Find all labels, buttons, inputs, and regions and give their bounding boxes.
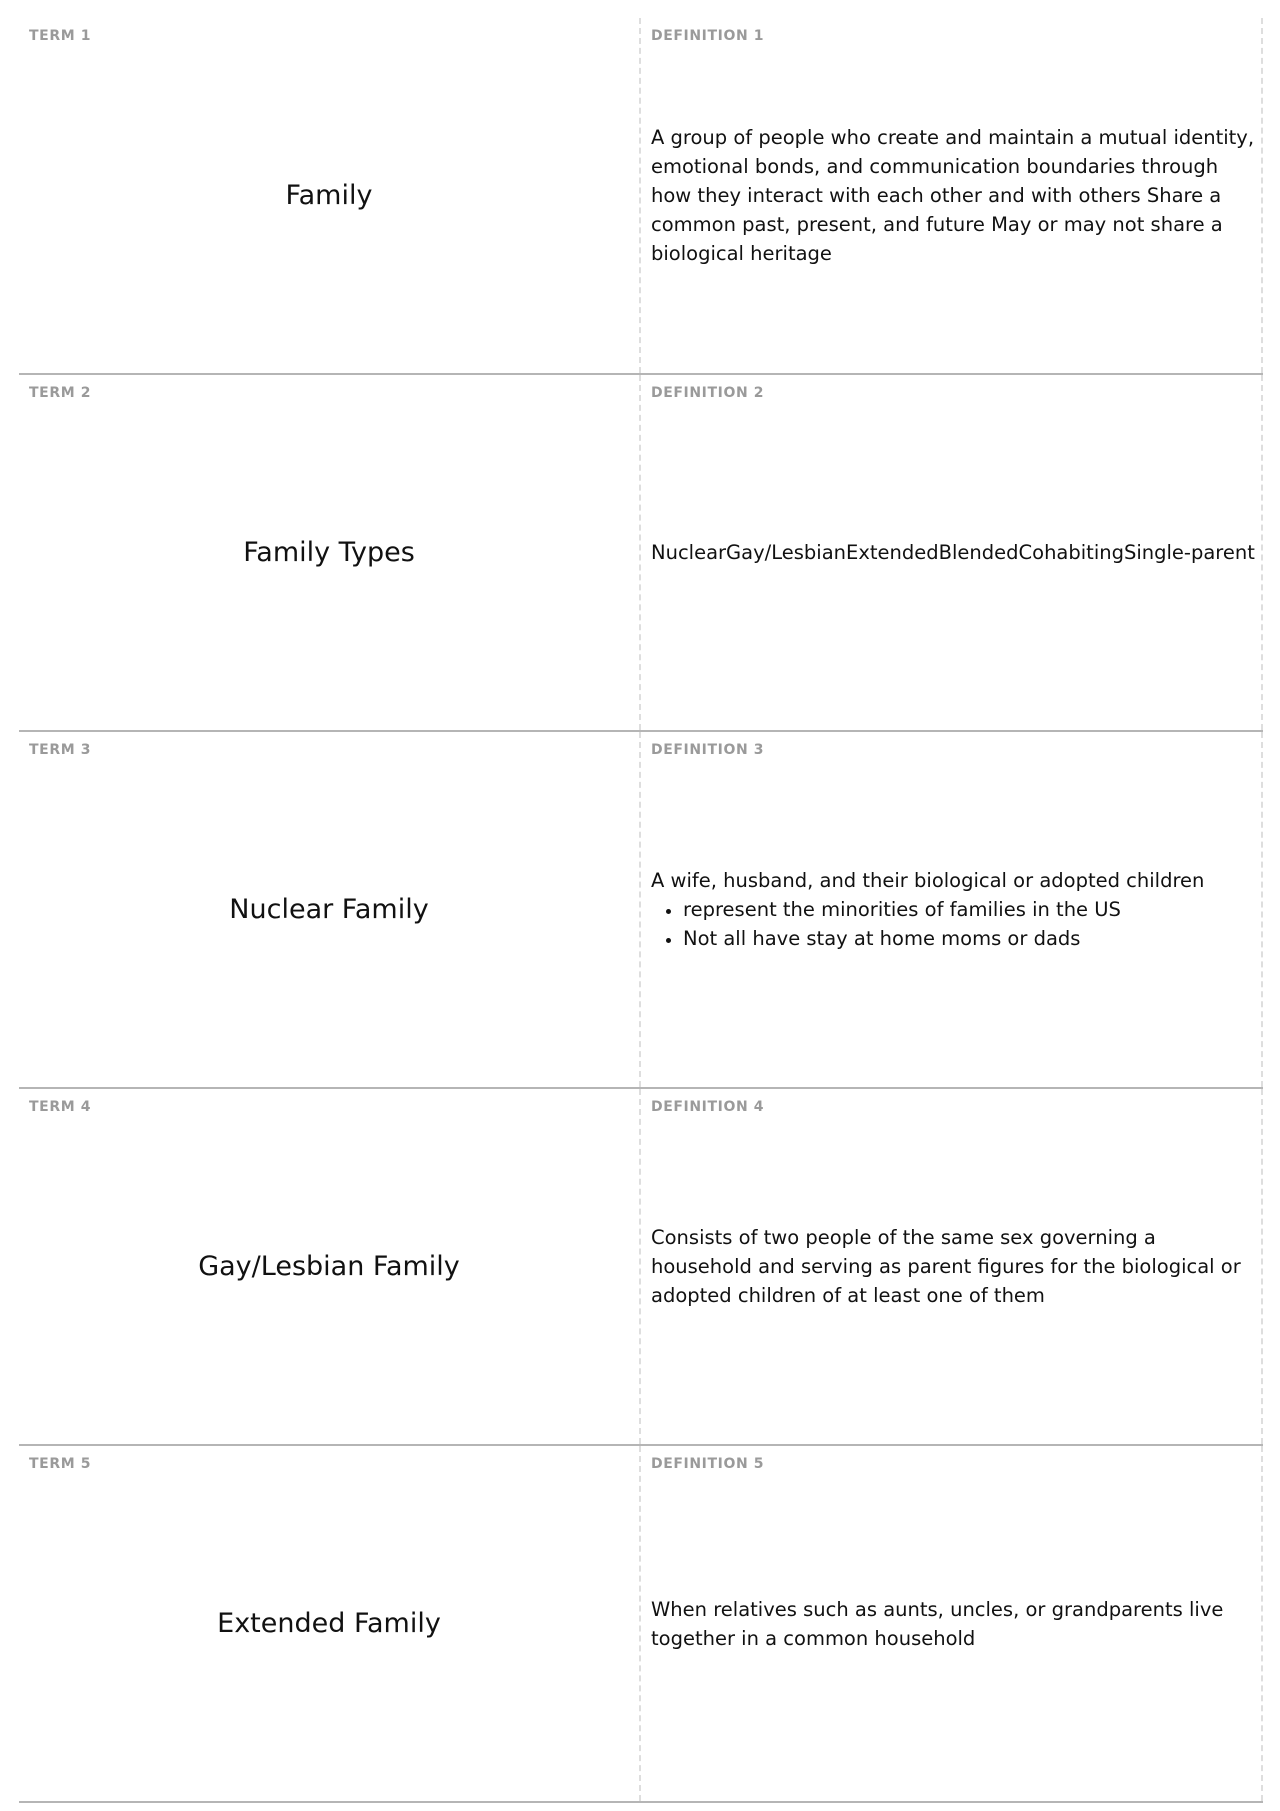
definition-label: DEFINITION 3 (651, 742, 765, 758)
definition-cell (641, 732, 1263, 1087)
definition-text: When relatives such as aunts, uncles, or grandparents live together in a common household (651, 1597, 1224, 1650)
definition-cell (641, 375, 1263, 730)
term-text: Extended Family (217, 1608, 441, 1639)
definition-body (651, 1446, 1255, 1801)
definition-label: DEFINITION 1 (651, 28, 765, 44)
definition-label: DEFINITION 5 (651, 1456, 765, 1472)
term-label: TERM 5 (29, 1456, 92, 1472)
term-cell (19, 732, 641, 1087)
definition-body (651, 1089, 1255, 1444)
term-label: TERM 1 (29, 28, 92, 44)
definition-text: Consists of two people of the same sex governing a household and serving as parent figures for the biological or adopted children of at least one of them (651, 1226, 1241, 1307)
term-cell (19, 18, 641, 373)
term-cell (19, 1446, 641, 1801)
flashcard-row (19, 732, 1263, 1089)
definition-body (651, 732, 1255, 1087)
term-cell (19, 375, 641, 730)
flashcard-row (19, 375, 1263, 732)
term-text: Nuclear Family (229, 894, 429, 925)
definition-text: A wife, husband, and their biological or adopted children (651, 869, 1205, 892)
definition-cell (641, 1446, 1263, 1801)
definition-label: DEFINITION 4 (651, 1099, 765, 1115)
definition-cell (641, 18, 1263, 373)
flashcard-row (19, 18, 1263, 375)
term-text: Family (285, 180, 373, 211)
term-label: TERM 2 (29, 385, 92, 401)
flashcard-row (19, 1446, 1263, 1803)
term-cell (19, 1089, 641, 1444)
definition-bullet-list (651, 895, 1255, 953)
flashcard-row (19, 1089, 1263, 1446)
term-text: Family Types (243, 537, 415, 568)
definition-label: DEFINITION 2 (651, 385, 765, 401)
definition-bullet: • Not all have stay at home moms or dads (683, 924, 1255, 953)
definition-text: A group of people who create and maintain a mutual identity, emotional bonds, and communication boundaries through how they interact with each other and with others Share a common past, present, and future May or may not share a biological heritage (651, 126, 1255, 265)
definition-body (651, 375, 1255, 730)
definition-text: NuclearGay/LesbianExtendedBlendedCohabitingSingle-parent (651, 541, 1255, 564)
term-label: TERM 4 (29, 1099, 92, 1115)
term-label: TERM 3 (29, 742, 92, 758)
flashcard-sheet (19, 18, 1263, 1803)
definition-body (651, 18, 1255, 373)
definition-bullet: • represent the minorities of families in the US (683, 895, 1255, 924)
term-text: Gay/Lesbian Family (198, 1251, 460, 1282)
definition-cell (641, 1089, 1263, 1444)
